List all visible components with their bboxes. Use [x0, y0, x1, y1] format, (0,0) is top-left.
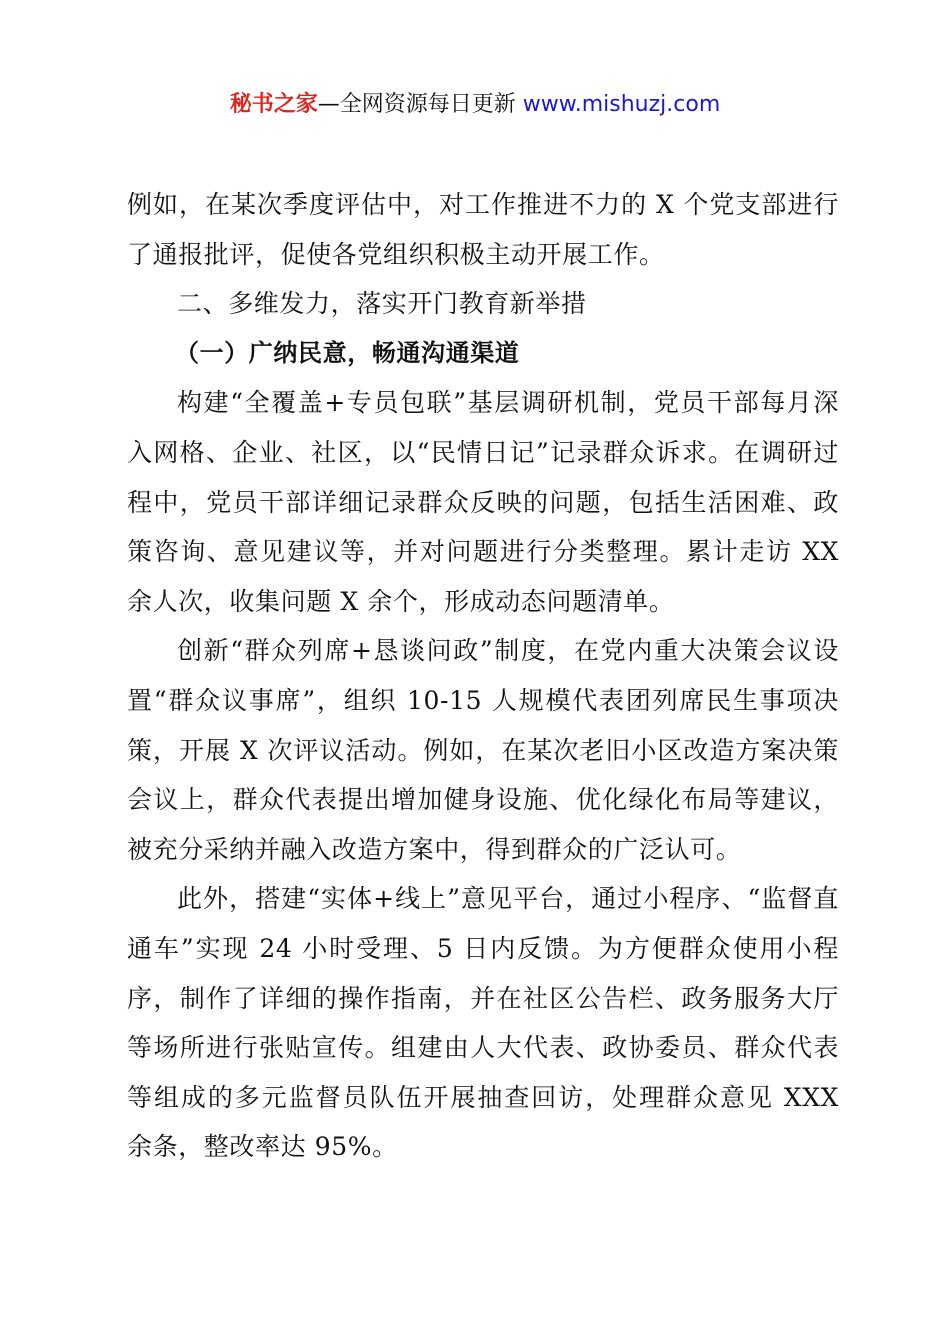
- document-body: [127, 180, 839, 1172]
- header-slogan: —全网资源每日更新: [317, 92, 516, 117]
- paragraph: 构建“全覆盖+专员包联”基层调研机制，党员干部每月深入网格、企业、社区，以“民情日记”记录群众诉求。在调研过程中，党员干部详细记录群众反映的问题，包括生活困难、政策咨询、意见建议等，并对问题进行分类整理。累计走访 XX 余人次，收集问题 X 余个，形成动态问题清单。: [127, 388, 839, 616]
- subsection-heading: （一）广纳民意，畅通沟通渠道: [175, 338, 520, 367]
- paragraph-continued: 例如，在某次季度评估中，对工作推进不力的 X 个党支部进行了通报批评，促使各党组织积极主动开展工作。: [127, 190, 839, 269]
- paragraph: 创新“群众列席+恳谈问政”制度，在党内重大决策会议设置“群众议事席”，组织 10-15 人规模代表团列席民生事项决策，开展 X 次评议活动。例如，在某次老旧小区改造方案决策会议上，群众代表提出增加健身设施、优化绿化布局等建议，被充分采纳并融入改造方案中，得到群众的广泛认可。: [127, 636, 839, 864]
- paragraph: 此外，搭建“实体+线上”意见平台，通过小程序、“监督直通车”实现 24 小时受理、5 日内反馈。为方便群众使用小程序，制作了详细的操作指南，并在社区公告栏、政务服务大厅等场所进行张贴宣传。组建由人大代表、政协委员、群众代表等组成的多元监督员队伍开展抽查回访，处理群众意见 XXX 余条，整改率达 95%。: [127, 884, 839, 1162]
- section-heading: 二、多维发力，落实开门教育新举措: [177, 289, 587, 319]
- website-link[interactable]: www.mishuzj.com: [522, 92, 721, 117]
- page-header: [0, 88, 950, 122]
- brand-name: 秘书之家: [229, 92, 318, 117]
